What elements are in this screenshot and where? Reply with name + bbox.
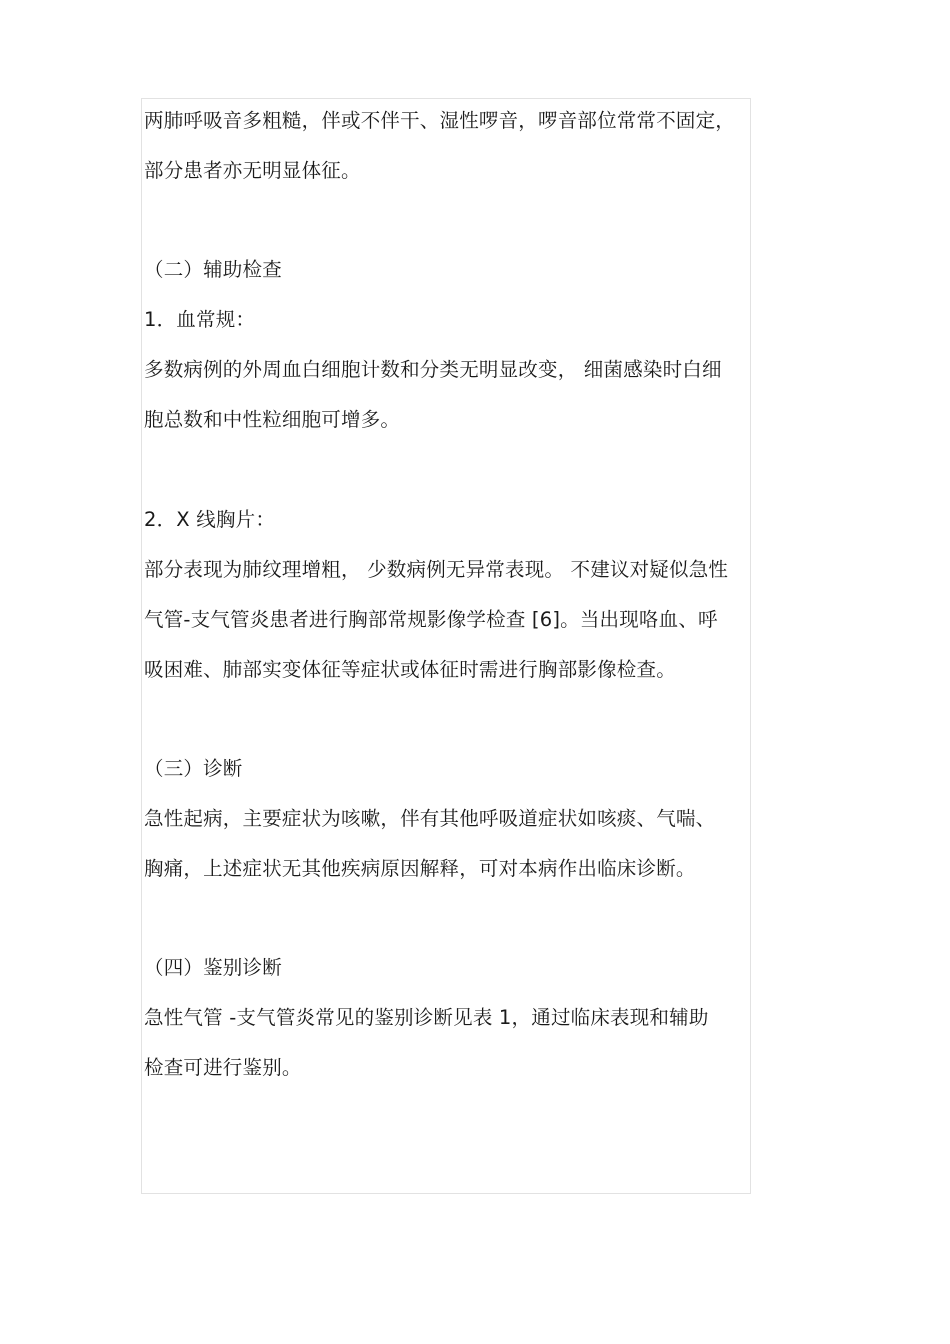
body-paragraph-blood-routine-line-1: 多数病例的外周血白细胞计数和分类无明显改变， 细菌感染时白细 [144, 358, 722, 381]
subheading-chest-xray: 2．X 线胸片： [144, 508, 276, 531]
body-paragraph-blood-routine-line-2: 胞总数和中性粒细胞可增多。 [144, 408, 401, 431]
body-paragraph-diagnosis-line-2: 胸痛，上述症状无其他疾病原因解释，可对本病作出临床诊断。 [144, 857, 696, 880]
body-paragraph-chest-xray-line-3: 吸困难、肺部实变体征等症状或体征时需进行胸部影像检查。 [144, 658, 676, 681]
section-heading-auxiliary-exams: （二）辅助检查 [144, 258, 282, 281]
body-paragraph-chest-xray-line-2: 气管-支气管炎患者进行胸部常规影像学检查 [6]。当出现咯血、呼 [144, 608, 718, 631]
section-heading-differential-diagnosis: （四）鉴别诊断 [144, 956, 282, 979]
body-paragraph-chest-xray-line-1: 部分表现为肺纹理增粗， 少数病例无异常表现。 不建议对疑似急性 [144, 558, 729, 581]
body-paragraph-physical-signs-line-1: 两肺呼吸音多粗糙，伴或不伴干、湿性啰音，啰音部位常常不固定， [144, 109, 736, 132]
body-paragraph-physical-signs-line-2: 部分患者亦无明显体征。 [144, 159, 361, 182]
subheading-blood-routine: 1．血常规： [144, 308, 256, 331]
section-heading-diagnosis: （三）诊断 [144, 757, 243, 780]
body-paragraph-diagnosis-line-1: 急性起病，主要症状为咳嗽，伴有其他呼吸道症状如咳痰、气喘、 [144, 807, 716, 830]
body-paragraph-differential-line-2: 检查可进行鉴别。 [144, 1056, 302, 1079]
body-paragraph-differential-line-1: 急性气管 -支气管炎常见的鉴别诊断见表 1，通过临床表现和辅助 [144, 1006, 709, 1029]
